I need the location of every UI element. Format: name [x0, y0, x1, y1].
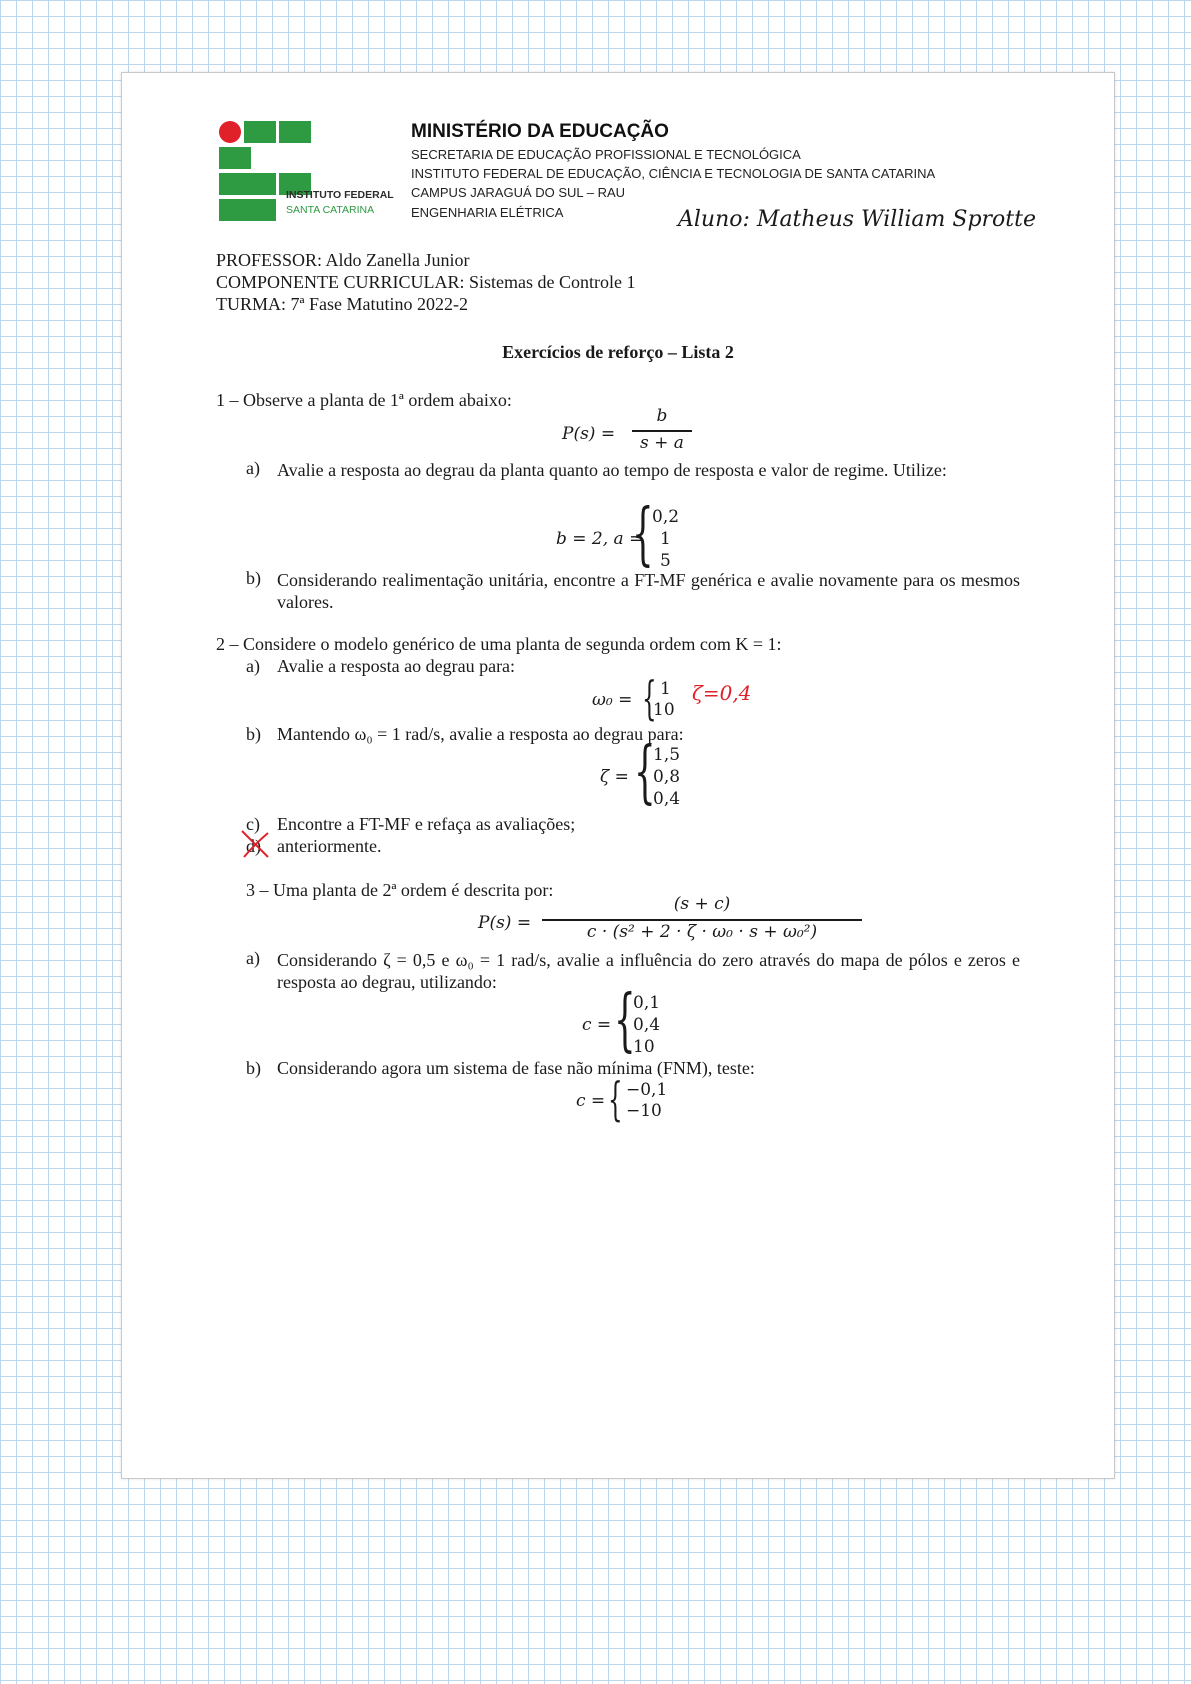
q3-b-value-2: −10	[626, 1101, 662, 1121]
q3-a-brace: {	[614, 981, 636, 1060]
handwritten-zeta-note: ζ=0,4	[692, 681, 752, 705]
q3-a-text: Considerando ζ = 0,5 e ω₀ = 1 rad/s, avalie a influência do zero através do mapa de pólos e zeros e resposta ao degrau, utilizando:	[277, 950, 1020, 992]
q3-b-eq-lhs: c =	[576, 1091, 606, 1111]
q2-b-eq-lhs: ζ =	[600, 767, 629, 787]
curso-line: ENGENHARIA ELÉTRICA	[411, 205, 564, 220]
q2-a-eq-lhs: ω₀ =	[592, 690, 633, 710]
q3-a-value-2: 0,4	[633, 1015, 661, 1035]
q3-eq-numerator: (s + c)	[673, 894, 731, 914]
q2-b-text: Mantendo ω₀ = 1 rad/s, avalie a resposta ao degrau para:	[277, 724, 684, 744]
q1-a-brace: {	[632, 495, 654, 574]
logo-red-dot	[219, 121, 241, 143]
logo-square	[244, 121, 276, 143]
turma-line: TURMA: 7ª Fase Matutino 2022-2	[216, 294, 468, 314]
q1-eq-lhs: P(s) =	[562, 424, 616, 444]
q1-a-value-1: 0,2	[652, 507, 680, 527]
q2-d-text: anteriormente.	[277, 836, 382, 856]
q1-a-text: Avalie a resposta ao degrau da planta quanto ao tempo de resposta e valor de regime. Utilize:	[277, 460, 947, 480]
q3-eq-lhs: P(s) =	[478, 913, 532, 933]
q1-stem: 1 – Observe a planta de 1ª ordem abaixo:	[216, 390, 512, 410]
q1-a-eq-lhs: b = 2, a =	[556, 529, 644, 549]
handwritten-student-name: Aluno: Matheus William Sprotte	[678, 207, 1036, 232]
q1-a-value-3: 5	[660, 551, 671, 571]
q3-a-eq-lhs: c =	[582, 1015, 612, 1035]
logo-square	[279, 121, 311, 143]
componente-line: COMPONENTE CURRICULAR: Sistemas de Controle 1	[216, 272, 636, 292]
secretaria-line: SECRETARIA DE EDUCAÇÃO PROFISSIONAL E TECNOLÓGICA	[411, 147, 801, 162]
logo-square	[219, 147, 251, 169]
q2-a-label: a)	[246, 656, 260, 676]
q3-b-brace: {	[608, 1072, 623, 1126]
q1-fraction-bar	[632, 430, 692, 432]
q1-b-label: b)	[246, 568, 261, 588]
logo-institution-state: SANTA CATARINA	[286, 204, 375, 216]
logo-institution-name: INSTITUTO FEDERAL	[286, 189, 394, 201]
q2-b-brace: {	[634, 733, 656, 812]
q2-b-value-1: 1,5	[653, 745, 681, 765]
q1-eq-numerator: b	[656, 406, 668, 426]
q2-a-value-2: 10	[653, 700, 675, 720]
q3-a-label: a)	[246, 948, 260, 968]
q2-a-brace: {	[642, 671, 657, 725]
q3-fraction-bar	[542, 919, 862, 921]
q2-a-text: Avalie a resposta ao degrau para:	[277, 656, 516, 676]
document-page	[121, 72, 1115, 1479]
page-title: Exercícios de reforço – Lista 2	[502, 342, 734, 362]
q2-a-value-1: 1	[660, 679, 671, 699]
q1-b-text: Considerando realimentação unitária, encontre a FT-MF genérica e avalie novamente para os mesmos valores.	[277, 570, 1020, 612]
q1-a-value-2: 1	[660, 529, 671, 549]
q2-c-label: c)	[246, 814, 260, 834]
q3-stem: 3 – Uma planta de 2ª ordem é descrita por:	[246, 880, 554, 900]
logo-square	[244, 173, 276, 195]
q2-d-label: d)	[246, 836, 261, 856]
campus-line: CAMPUS JARAGUÁ DO SUL – RAU	[411, 185, 626, 200]
q3-b-text: Considerando agora um sistema de fase não mínima (FNM), teste:	[277, 1058, 755, 1078]
ministry-heading: MINISTÉRIO DA EDUCAÇÃO	[411, 121, 669, 142]
q2-c-text: Encontre a FT-MF e refaça as avaliações;	[277, 814, 576, 834]
q3-a-value-1: 0,1	[633, 993, 661, 1013]
professor-line: PROFESSOR: Aldo Zanella Junior	[216, 250, 470, 270]
q2-b-label: b)	[246, 724, 261, 744]
instituto-line: INSTITUTO FEDERAL DE EDUCAÇÃO, CIÊNCIA E TECNOLOGIA DE SANTA CATARINA	[411, 166, 936, 181]
q3-eq-denominator: c · (s² + 2 · ζ · ω₀ · s + ω₀²)	[586, 922, 818, 942]
q2-stem: 2 – Considere o modelo genérico de uma planta de segunda ordem com K = 1:	[216, 634, 782, 654]
q2-b-value-2: 0,8	[653, 767, 681, 787]
q3-b-label: b)	[246, 1058, 261, 1078]
logo-square	[244, 199, 276, 221]
q1-eq-denominator: s + a	[640, 433, 684, 453]
strike-mark-icon	[238, 827, 274, 861]
q3-a-value-3: 10	[633, 1037, 655, 1057]
q1-a-label: a)	[246, 458, 260, 478]
q3-b-value-1: −0,1	[626, 1080, 668, 1100]
q2-b-value-3: 0,4	[653, 789, 681, 809]
